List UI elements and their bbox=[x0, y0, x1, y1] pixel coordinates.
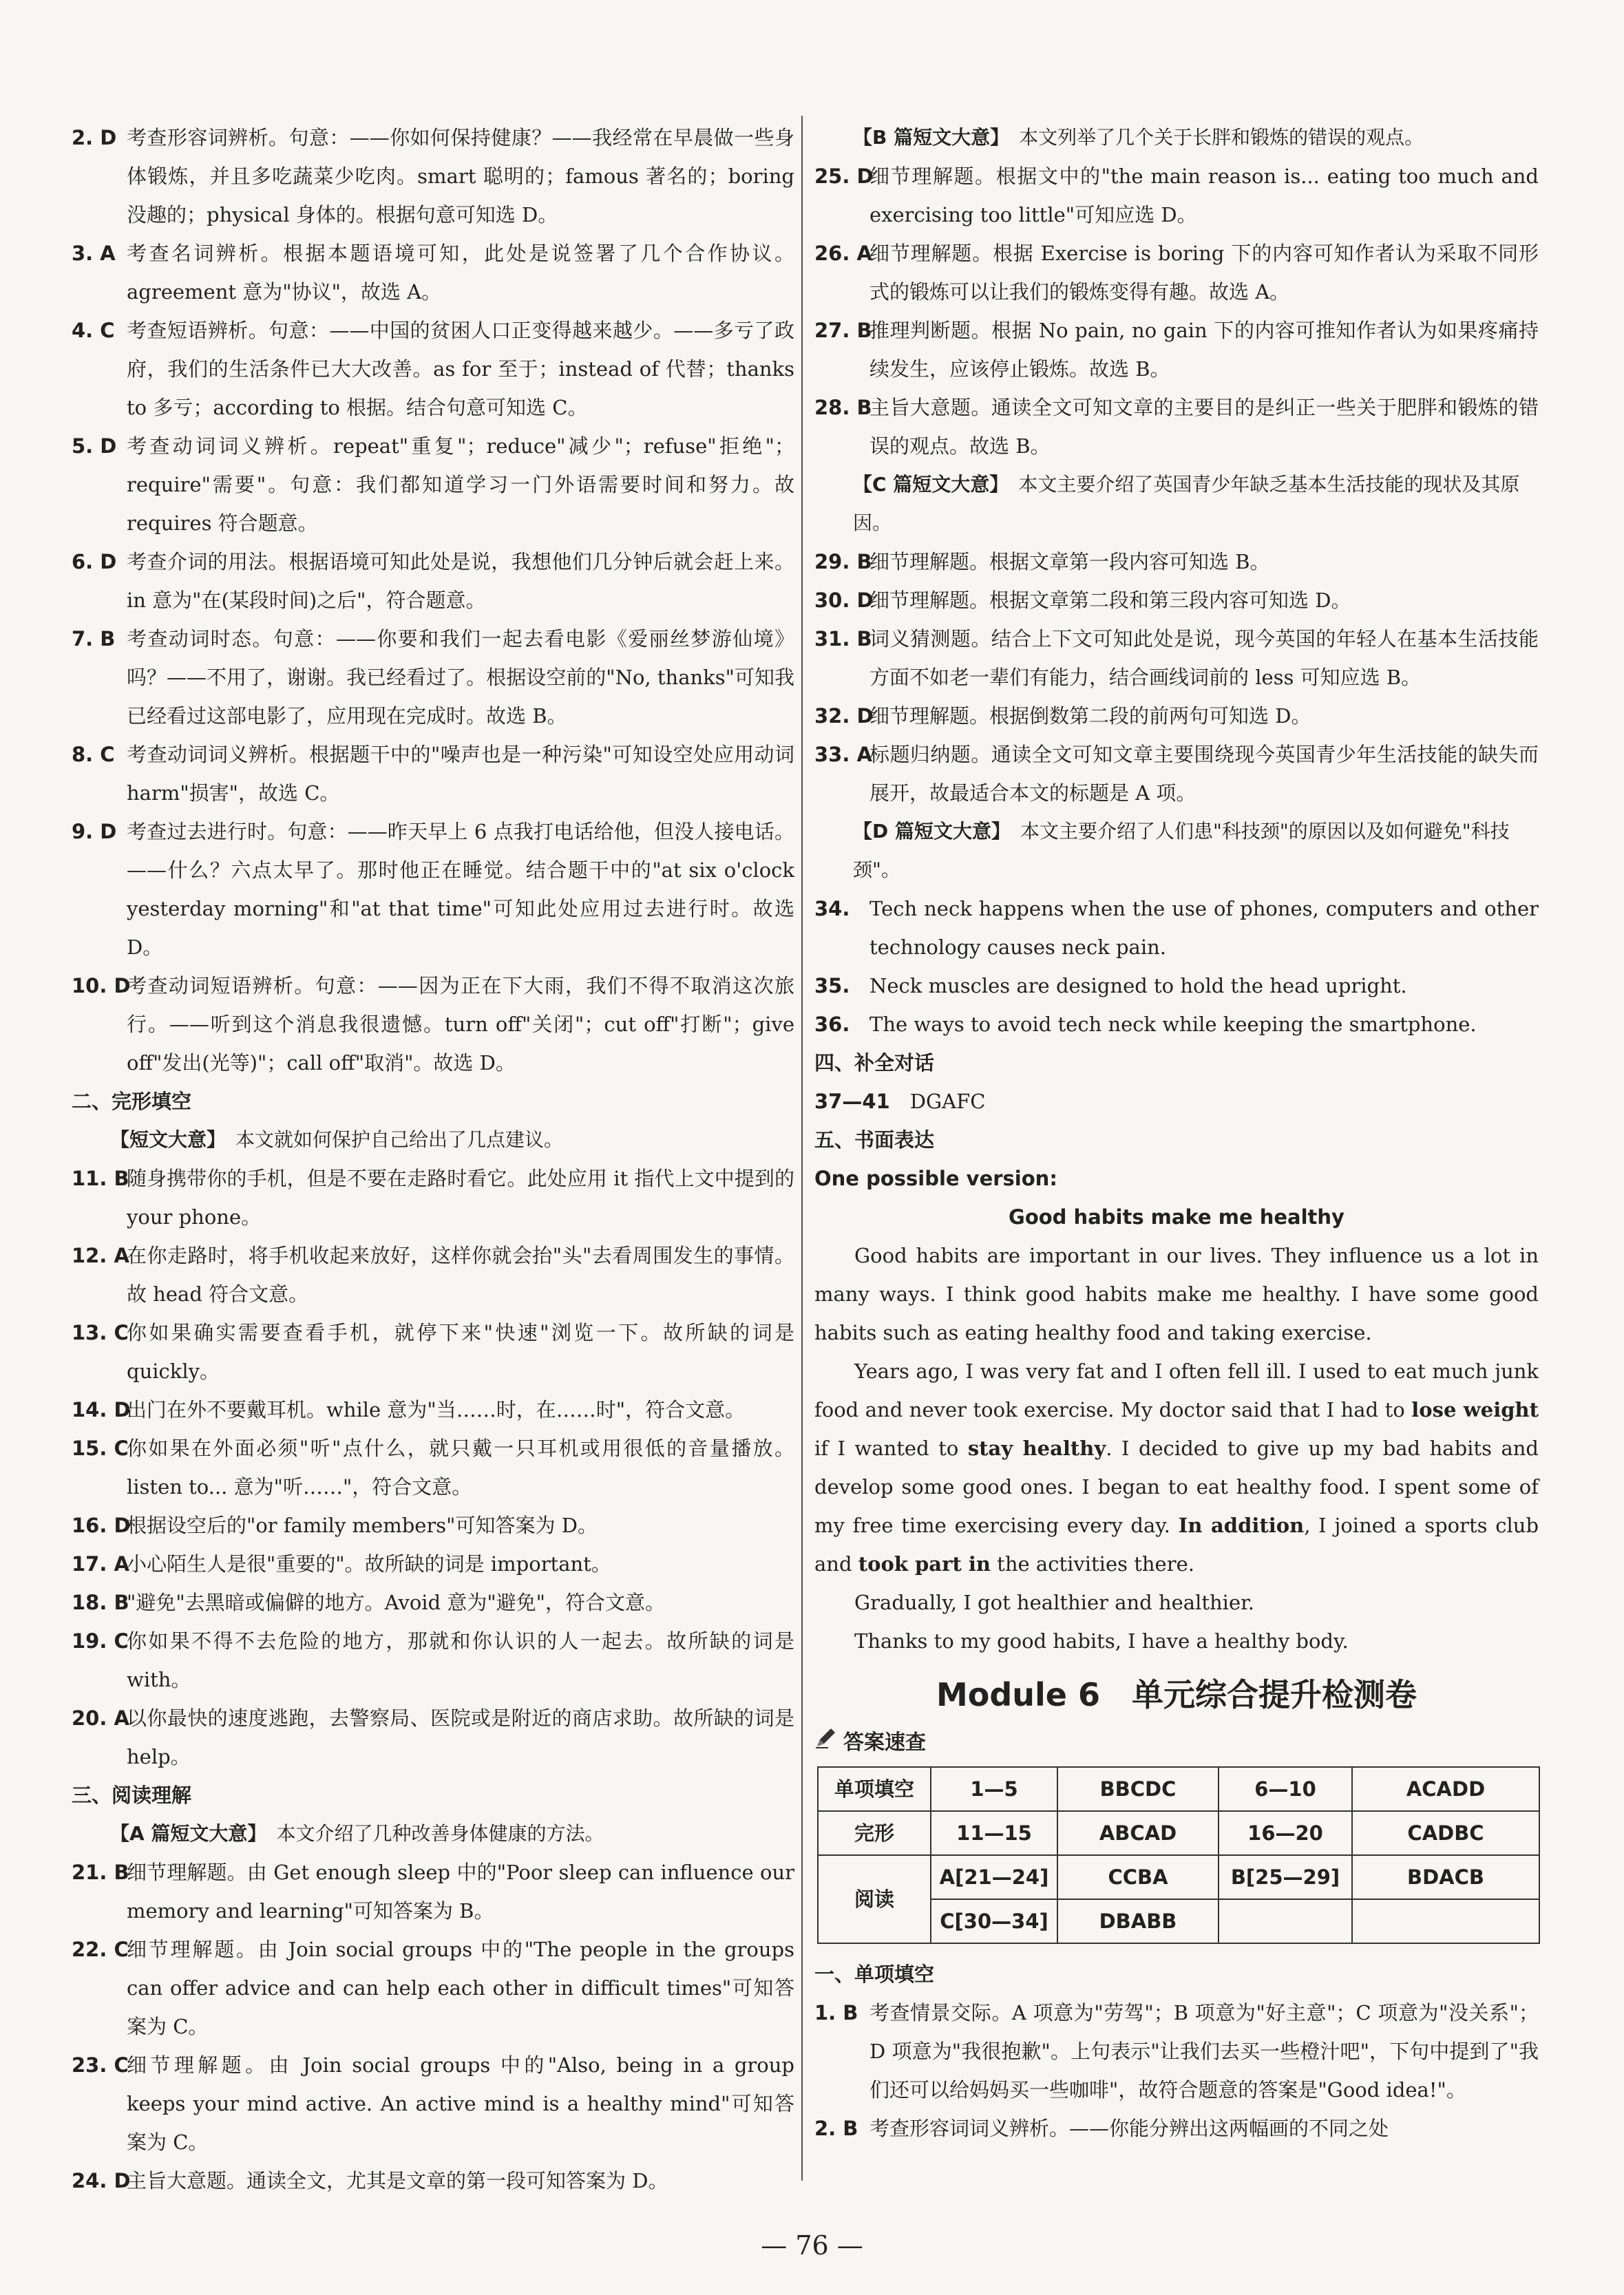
item-number: 2. B bbox=[814, 2117, 858, 2140]
answer-item bbox=[72, 1583, 794, 1622]
item-number: 22. C bbox=[72, 1938, 129, 1961]
item-text: 考查过去进行时。句意：——昨天早上 6 点我打电话给他，但没人接电话。——什么？六点太早了。那时他正在睡觉。结合题干中的"at six o'clock yesterday morning"和"at that time"可知此处应用过去进行时。故选 D。 bbox=[127, 820, 794, 959]
answer-item bbox=[72, 1545, 794, 1583]
item-text: 标题归纳题。通读全文可知文章主要围绕现今英国青少年生活技能的缺失而展开，故最适合本文的标题是 A 项。 bbox=[869, 743, 1539, 805]
item-text: 考查短语辨析。句意：——中国的贫困人口正变得越来越少。——多亏了政府，我们的生活条件已大大改善。as for 至于；instead of 代替；thanks to 多亏；according to 根据。结合句意可知选 C。 bbox=[127, 319, 794, 419]
answer-item bbox=[72, 1506, 794, 1545]
answer-heading-text: 答案速查 bbox=[843, 1731, 926, 1755]
item-number: 21. B bbox=[72, 1861, 129, 1884]
table-cell bbox=[1219, 1899, 1352, 1943]
table-cell: BBCDC bbox=[1057, 1767, 1219, 1811]
item-text: 考查动词词义辨析。repeat"重复"；reduce"减少"；refuse"拒绝"；require"需要"。句意：我们都知道学习一门外语需要时间和努力。故 requires 符合题意。 bbox=[127, 434, 794, 535]
answer-item bbox=[72, 1699, 794, 1776]
item-text: 细节理解题。根据文章第二段和第三段内容可知选 D。 bbox=[869, 589, 1351, 612]
item-number: 11. B bbox=[72, 1167, 129, 1190]
essay-paragraph: Good habits are important in our lives. They influence us a lot in many ways. I think good habits make me healthy. I have some good habits such as eating healthy food and taking exercise. bbox=[814, 1244, 1539, 1344]
passage-tag: 【短文大意】 bbox=[110, 1128, 217, 1151]
item-number: 35. bbox=[814, 974, 850, 997]
item-number: 9. D bbox=[72, 820, 117, 843]
essay-title: Good habits make me healthy bbox=[1009, 1205, 1344, 1229]
item-text: 细节理解题。由 Join social groups 中的"Also, being in a group keeps your mind active. An active mind is a healthy mind"可知答案为 C。 bbox=[127, 2053, 794, 2154]
passage-text: 本文主要介绍了英国青少年缺乏基本生活技能的现状及其原因。 bbox=[853, 473, 1520, 534]
table-cell: ACADD bbox=[1352, 1767, 1539, 1811]
item-number: 17. A bbox=[72, 1552, 129, 1576]
table-row bbox=[818, 1811, 1539, 1855]
item-text: Neck muscles are designed to hold the head upright. bbox=[869, 974, 1407, 997]
answer-item bbox=[72, 118, 794, 234]
item-text: 考查名词辨析。根据本题语境可知，此处是说签署了几个合作协议。agreement 意为"协议"，故选 A。 bbox=[127, 242, 794, 304]
item-number: 8. C bbox=[72, 743, 115, 766]
module-title: Module 6 单元综合提升检测卷 bbox=[936, 1676, 1417, 1713]
table-cell: CADBC bbox=[1352, 1811, 1539, 1855]
passage-text: 本文就如何保护自己给出了几点建议。 bbox=[235, 1128, 564, 1151]
table-cell: B[25—29] bbox=[1219, 1855, 1352, 1899]
item-number: 18. B bbox=[72, 1591, 129, 1614]
section-heading: 一、单项填空 bbox=[814, 1963, 935, 1986]
passage-text: 本文列举了几个关于长胖和锻炼的错误的观点。 bbox=[1019, 126, 1424, 149]
item-number: 36. bbox=[814, 1013, 850, 1036]
pencil-icon bbox=[814, 1724, 838, 1762]
section-heading: 四、补全对话 bbox=[814, 1051, 935, 1075]
answer-item bbox=[72, 542, 794, 620]
item-text: 考查形容词词义辨析。——你能分辨出这两幅画的不同之处 bbox=[869, 2117, 1389, 2140]
answer-table bbox=[817, 1766, 1540, 1944]
item-number: 19. C bbox=[72, 1629, 129, 1653]
item-text: 主旨大意题。通读全文可知文章的主要目的是纠正一些关于肥胖和锻炼的错误的观点。故选 B。 bbox=[869, 396, 1539, 458]
answer-item bbox=[814, 735, 1539, 812]
item-number: 14. D bbox=[72, 1398, 131, 1421]
item-text: 考查动词短语辨析。句意：——因为正在下大雨，我们不得不取消这次旅行。——听到这个消息我很遗憾。turn off"关闭"；cut off"打断"；give off"发出(光等)"；call off"取消"。故选 D。 bbox=[127, 974, 794, 1075]
answer-item bbox=[72, 2161, 794, 2200]
passage-summary bbox=[72, 1121, 794, 1159]
item-number: 26. A bbox=[814, 242, 872, 265]
passage-tag: 【C 篇短文大意】 bbox=[853, 473, 1000, 496]
item-number: 3. A bbox=[72, 242, 116, 265]
item-text: 细节理解题。根据 Exercise is boring 下的内容可知作者认为采取不同形式的锻炼可以让我们的锻炼变得有趣。故选 A。 bbox=[869, 242, 1539, 304]
answer-item bbox=[814, 311, 1539, 388]
left-column bbox=[72, 118, 794, 2200]
section-heading: 三、阅读理解 bbox=[72, 1784, 192, 1807]
table-row bbox=[818, 1767, 1539, 1811]
essay-paragraph: Gradually, I got healthier and healthier. bbox=[854, 1591, 1255, 1614]
answer-item bbox=[72, 812, 794, 966]
item-text: 小心陌生人是很"重要的"。故所缺的词是 important。 bbox=[127, 1552, 611, 1576]
section-heading: 二、完形填空 bbox=[72, 1090, 192, 1113]
item-number: 16. D bbox=[72, 1514, 131, 1537]
table-cell: 阅读 bbox=[818, 1855, 931, 1943]
item-number: 25. D bbox=[814, 165, 874, 188]
answer-item bbox=[814, 966, 1539, 1005]
passage-summary bbox=[814, 812, 1539, 889]
item-number: 20. A bbox=[72, 1706, 129, 1730]
passage-text: 本文介绍了几种改善身体健康的方法。 bbox=[276, 1822, 604, 1845]
right-column bbox=[814, 118, 1539, 2148]
column-divider bbox=[801, 116, 803, 2181]
table-cell: DBABB bbox=[1057, 1899, 1219, 1943]
passage-summary bbox=[814, 465, 1539, 542]
table-row bbox=[818, 1855, 1539, 1899]
item-number: 13. C bbox=[72, 1321, 129, 1344]
item-text: The ways to avoid tech neck while keeping the smartphone. bbox=[869, 1013, 1477, 1036]
answer-item bbox=[814, 388, 1539, 465]
table-cell: A[21—24] bbox=[931, 1855, 1057, 1899]
item-number: 28. B bbox=[814, 396, 872, 419]
answer-item bbox=[72, 735, 794, 812]
table-cell: BDACB bbox=[1352, 1855, 1539, 1899]
answer-item bbox=[72, 234, 794, 311]
item-text: 细节理解题。根据倒数第二段的前两句可知选 D。 bbox=[869, 704, 1311, 728]
answer-item bbox=[814, 889, 1539, 966]
item-text: 推理判断题。根据 No pain, no gain 下的内容可推知作者认为如果疼痛持续发生，应该停止锻炼。故选 B。 bbox=[869, 319, 1539, 381]
table-cell: 1—5 bbox=[931, 1767, 1057, 1811]
passage-tag: 【D 篇短文大意】 bbox=[853, 820, 1001, 843]
item-number: 34. bbox=[814, 897, 850, 920]
item-text: 主旨大意题。通读全文，尤其是文章的第一段可知答案为 D。 bbox=[127, 2169, 668, 2192]
item-number: 4. C bbox=[72, 319, 115, 342]
item-number: 29. B bbox=[814, 550, 872, 573]
item-text: 考查动词时态。句意：——你要和我们一起去看电影《爱丽丝梦游仙境》吗？——不用了，谢谢。我已经看过了。根据设空前的"No, thanks"可知我已经看过这部电影了，应用现在完成时。故选 B。 bbox=[127, 627, 794, 728]
item-number: 5. D bbox=[72, 434, 117, 458]
item-text: 考查介词的用法。根据语境可知此处是说，我想他们几分钟后就会赶上来。in 意为"在(某段时间)之后"，符合题意。 bbox=[127, 550, 794, 612]
item-text: 细节理解题。由 Get enough sleep 中的"Poor sleep can influence our memory and learning"可知答案为 B。 bbox=[127, 1861, 794, 1923]
item-text: 以你最快的速度逃跑，去警察局、医院或是附近的商店求助。故所缺的词是 help。 bbox=[127, 1706, 794, 1768]
item-text: DGAFC bbox=[909, 1090, 986, 1113]
passage-tag: 【A 篇短文大意】 bbox=[110, 1822, 257, 1845]
passage-tag: 【B 篇短文大意】 bbox=[853, 126, 1000, 149]
answer-item bbox=[72, 1313, 794, 1390]
item-number: 12. A bbox=[72, 1244, 129, 1267]
item-text: Tech neck happens when the use of phones, computers and other technology causes neck pain. bbox=[869, 897, 1539, 959]
item-number: 15. C bbox=[72, 1437, 129, 1460]
answer-item bbox=[72, 620, 794, 735]
item-text: 你如果确实需要查看手机，就停下来"快速"浏览一下。故所缺的词是 quickly。 bbox=[127, 1321, 794, 1383]
item-number: 2. D bbox=[72, 126, 117, 149]
item-text: 随身携带你的手机，但是不要在走路时看它。此处应用 it 指代上文中提到的 your phone。 bbox=[127, 1167, 794, 1229]
answer-item bbox=[814, 157, 1539, 234]
sample-essay bbox=[814, 1159, 1539, 1660]
table-cell: CCBA bbox=[1057, 1855, 1219, 1899]
dialogue-answers bbox=[814, 1082, 1539, 1121]
answer-item bbox=[814, 1993, 1539, 2109]
answer-item bbox=[814, 697, 1539, 735]
table-cell: 单项填空 bbox=[818, 1767, 931, 1811]
passage-summary bbox=[814, 118, 1539, 157]
item-text: 你如果在外面必须"听"点什么，就只戴一只耳机或用很低的音量播放。listen to... 意为"听……"，符合文意。 bbox=[127, 1437, 794, 1499]
table-cell: C[30—34] bbox=[931, 1899, 1057, 1943]
item-text: 考查情景交际。A 项意为"劳驾"；B 项意为"好主意"；C 项意为"没关系"；D 项意为"我很抱歉"。上句表示"让我们去买一些橙汁吧"，下句中提到了"我们还可以给妈妈买一些咖啡"，故符合题意的答案是"Good idea!"。 bbox=[869, 2001, 1539, 2102]
right-items bbox=[814, 118, 1539, 1159]
answer-item bbox=[814, 581, 1539, 620]
table-cell: 6—10 bbox=[1219, 1767, 1352, 1811]
item-number: 24. D bbox=[72, 2169, 131, 2192]
item-text: 细节理解题。由 Join social groups 中的"The people in the groups can offer advice and can help each other in difficult times"可知答案为 C。 bbox=[127, 1938, 794, 2038]
answer-item bbox=[814, 620, 1539, 697]
item-number: 37—41 bbox=[814, 1090, 890, 1113]
item-text: 在你走路时，将手机收起来放好，这样你就会抬"头"去看周围发生的事情。故 head 符合文意。 bbox=[127, 1244, 794, 1306]
answer-item bbox=[814, 1005, 1539, 1044]
table-cell bbox=[1352, 1899, 1539, 1943]
item-number: 31. B bbox=[814, 627, 872, 651]
item-text: 细节理解题。根据文中的"the main reason is... eating too much and exercising too little"可知应选 D。 bbox=[869, 165, 1539, 226]
item-number: 27. B bbox=[814, 319, 872, 342]
answer-item bbox=[72, 1159, 794, 1236]
item-number: 23. C bbox=[72, 2053, 129, 2077]
answer-item bbox=[72, 1236, 794, 1313]
passage-text: 本文主要介绍了人们患"科技颈"的原因以及如何避免"科技颈"。 bbox=[853, 820, 1510, 881]
answer-item bbox=[72, 1429, 794, 1506]
item-text: 词义猜测题。结合上下文可知此处是说，现今英国的年轻人在基本生活技能方面不如老一辈们有能力，结合画线词前的 less 可知应选 B。 bbox=[869, 627, 1539, 689]
table-cell: 16—20 bbox=[1219, 1811, 1352, 1855]
answer-heading bbox=[814, 1724, 1539, 1762]
item-text: "避免"去黑暗或偏僻的地方。Avoid 意为"避免"，符合文意。 bbox=[127, 1591, 666, 1614]
answer-item bbox=[814, 542, 1539, 581]
item-number: 30. D bbox=[814, 589, 874, 612]
table-cell: 11—15 bbox=[931, 1811, 1057, 1855]
item-text: 你如果不得不去危险的地方，那就和你认识的人一起去。故所缺的词是 with。 bbox=[127, 1629, 794, 1691]
essay-version-label: One possible version: bbox=[814, 1167, 1057, 1190]
section-heading: 五、书面表达 bbox=[814, 1128, 935, 1152]
page-number: — 76 — bbox=[761, 2230, 863, 2261]
item-number: 6. D bbox=[72, 550, 117, 573]
item-text: 考查形容词辨析。句意：——你如何保持健康？——我经常在早晨做一些身体锻炼，并且多吃蔬菜少吃肉。smart 聪明的；famous 著名的；boring 没趣的；physical 身体的。根据句意可知选 D。 bbox=[127, 126, 794, 226]
answer-item bbox=[72, 311, 794, 427]
item-number: 32. D bbox=[814, 704, 874, 728]
answer-item bbox=[72, 427, 794, 542]
item-text: 根据设空后的"or family members"可知答案为 D。 bbox=[127, 1514, 598, 1537]
item-number: 7. B bbox=[72, 627, 116, 651]
item-text: 出门在外不要戴耳机。while 意为"当……时，在……时"，符合文意。 bbox=[127, 1398, 746, 1421]
answer-item bbox=[72, 966, 794, 1082]
answer-item bbox=[814, 2109, 1539, 2148]
table-cell: ABCAD bbox=[1057, 1811, 1219, 1855]
item-number: 10. D bbox=[72, 974, 131, 997]
passage-summary bbox=[72, 1815, 794, 1853]
item-text: 细节理解题。根据文章第一段内容可知选 B。 bbox=[869, 550, 1270, 573]
essay-paragraph: Thanks to my good habits, I have a healthy body. bbox=[854, 1629, 1349, 1653]
answer-item bbox=[72, 1853, 794, 1930]
answer-item bbox=[72, 1930, 794, 2046]
essay-paragraph: Years ago, I was very fat and I often fell ill. I used to eat much junk food and never took exercise. My doctor said that I had to lose weight if I wanted to stay healthy. I decided to give up my bad habits and develop some good ones. I began to eat healthy food. I spent some of my free time exercising every day. In addition, I joined a sports club and took part in the activities there. bbox=[814, 1360, 1539, 1576]
item-number: 1. B bbox=[814, 2001, 858, 2024]
answer-item bbox=[72, 2046, 794, 2161]
item-number: 33. A bbox=[814, 743, 872, 766]
item-text: 考查动词词义辨析。根据题干中的"噪声也是一种污染"可知设空处应用动词 harm"损害"，故选 C。 bbox=[127, 743, 794, 805]
answer-item bbox=[814, 234, 1539, 311]
answer-item bbox=[72, 1390, 794, 1429]
answer-item bbox=[72, 1622, 794, 1699]
table-cell: 完形 bbox=[818, 1811, 931, 1855]
